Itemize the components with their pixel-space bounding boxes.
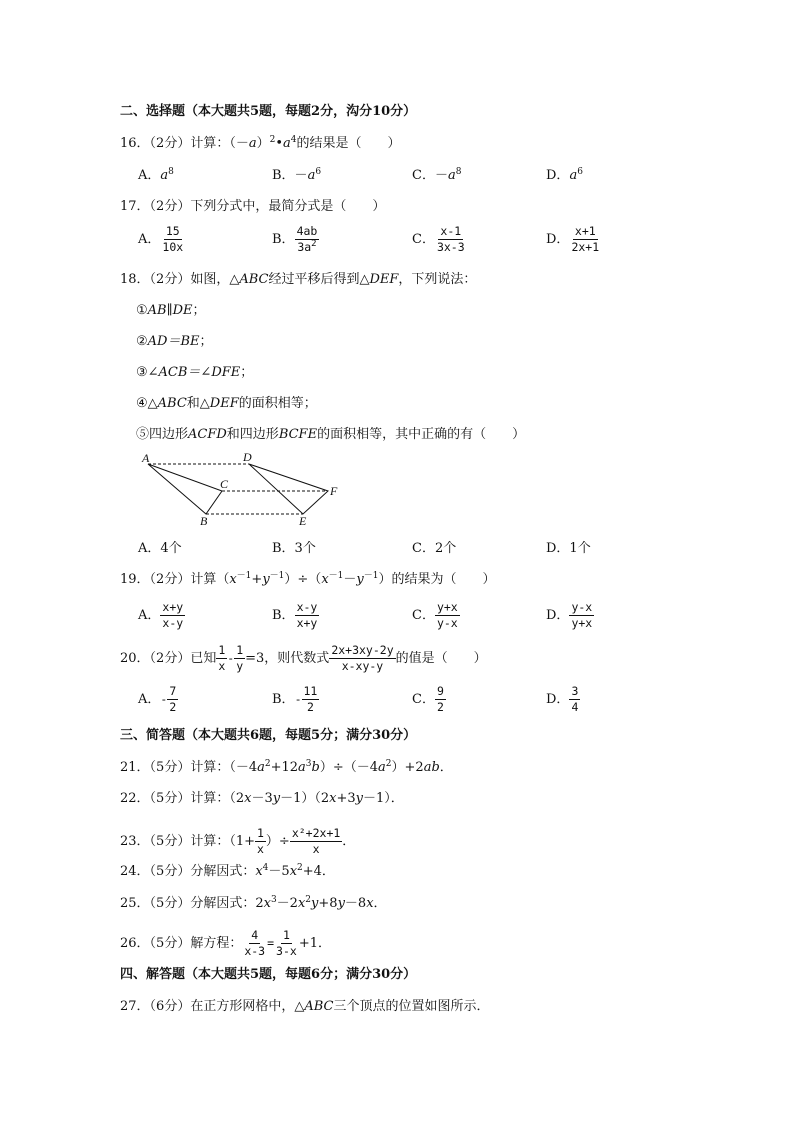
question-16: 16．（2分）计算：$(-a)^2•a^4$的结果是（ ）	[120, 135, 401, 151]
section-heading-3: 三、简答题（本大题共6题，每题5分；满分30分）	[120, 728, 417, 743]
q19-option-d: D． $\frac{y-x}{y+x}$	[546, 600, 593, 630]
q16-option-a: A．$a^8$	[138, 167, 174, 183]
q17-option-a: A． $\frac{15}{10x}$	[138, 224, 184, 254]
q18-statement-1: ①AB∥DE；	[136, 303, 206, 318]
label-e: E	[299, 514, 307, 528]
question-24: 24．（5分）分解因式：$x^4-5x^2+4$．	[120, 863, 335, 879]
q18-statement-3: ③∠ACB＝∠DFE；	[136, 365, 254, 380]
q16-option-b: B．$-a^6$	[272, 167, 322, 183]
question-19: 19．（2分）计算$(x^{-1}+y^{-1})\div(x^{-1}-y^{-1})$的结果为（ ）	[120, 571, 496, 587]
section-heading-4: 四、解答题（本大题共5题，每题6分；满分30分）	[120, 967, 417, 982]
label-d: D	[243, 452, 252, 464]
triangle-abc	[148, 464, 222, 514]
label-b: B	[200, 514, 208, 528]
q18-statement-4: ④△ABC和△DEF的面积相等；	[136, 396, 317, 411]
section-heading-2: 二、选择题（本大题共5题，每题2分，沟分10分）	[120, 104, 417, 119]
question-23: 23．（5分）计算：（1+ $\frac{1}{x}$ ）÷ $\frac{\text{x²+2x+1}}{x}$ ．	[120, 826, 356, 856]
label-a: A	[142, 452, 150, 465]
q19-option-c: C． $\frac{y+x}{y-x}$	[412, 600, 458, 630]
q16-option-d: D．$a^6$	[546, 167, 583, 183]
q18-option-c: C．2个	[412, 541, 457, 556]
question-27: 27．（6分）在正方形网格中，△ABC三个顶点的位置如图所示．	[120, 999, 490, 1014]
q19-option-a: A． $\frac{x+y}{x-y}$	[138, 600, 184, 630]
q20-option-a: A．- $\frac{7}{2}$	[138, 684, 177, 714]
triangle-def	[249, 464, 328, 514]
q18-option-d: D．1个	[546, 541, 591, 556]
q17-option-b: B． $\frac{4ab}{3a^2}$	[272, 224, 318, 254]
q18-statement-5: ⑤四边形ACFD和四边形BCFE的面积相等，其中正确的有（ ）	[136, 427, 526, 442]
q20-option-b: B．- $\frac{11}{2}$	[272, 684, 318, 714]
translation-figure	[133, 452, 353, 532]
q20-option-d: D． $\frac{3}{4}$	[546, 684, 579, 714]
question-26: 26．（5分）解方程： $\frac{4}{x-3}$ = $\frac{1}{3-x}$ +1．	[120, 928, 331, 958]
label-c: C	[220, 477, 229, 491]
q16-option-c: C．$-a^8$	[412, 167, 462, 183]
q19-option-b: B． $\frac{x-y}{x+y}$	[272, 600, 318, 630]
q17-option-c: C． $\frac{x-1}{3x-3}$	[412, 224, 465, 254]
question-17: 17．（2分）下列分式中，最简分式是（ ）	[120, 199, 386, 214]
q17-option-d: D． $\frac{x+1}{2x+1}$	[546, 224, 600, 254]
q20-option-c: C． $\frac{9}{2}$	[412, 684, 444, 714]
label-f: F	[330, 484, 338, 498]
question-22: 22．（5分）计算：（2x－3y－1）（2x+3y－1）．	[120, 791, 404, 806]
question-21: 21．（5分）计算：$(-4a^2+12a^3b)\div(-4a^2)+2ab$．	[120, 759, 453, 775]
question-25: 25．（5分）分解因式：$2x^3-2x^2y+8y-8x$．	[120, 895, 387, 911]
q18-option-b: B．3个	[272, 541, 316, 556]
question-20: 20．（2分）已知 $\frac{1}{x}$ - $\frac{1}{y}$ =3，则代数式 $\frac{2x+3xy-2y}{x-xy-y}$ 的值是（ ）	[120, 643, 487, 673]
question-18: 18．（2分）如图，△ABC经过平移后得到△DEF，下列说法：	[120, 272, 477, 287]
q18-option-a: A．4个	[138, 541, 182, 556]
q18-statement-2: ②AD＝BE；	[136, 334, 213, 349]
